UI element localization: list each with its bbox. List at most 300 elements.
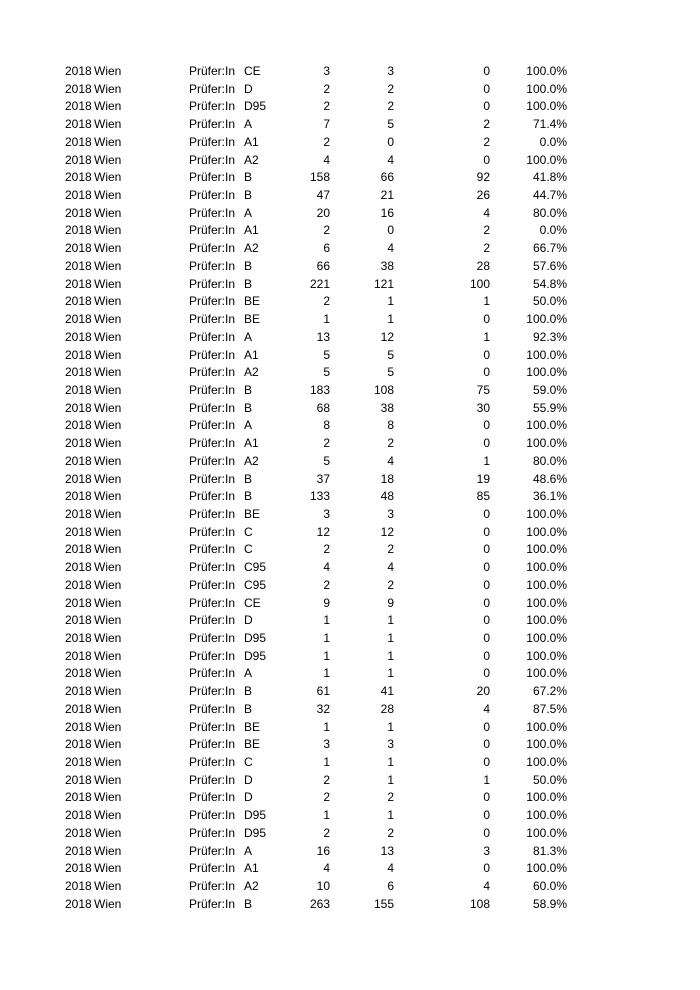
passed-count-cell: 1 (387, 719, 394, 734)
passed-count-cell: 12 (380, 524, 394, 539)
city-cell: Wien (94, 453, 122, 468)
year-cell: 2018 (65, 134, 92, 149)
license-class-cell: B (244, 896, 253, 911)
failed-count-cell: 0 (483, 560, 490, 575)
total-count-cell: 5 (323, 453, 330, 468)
total-count-cell: 13 (316, 329, 330, 344)
city-cell: Wien (94, 577, 122, 592)
table-row (0, 630, 700, 648)
license-class-cell: BE (244, 506, 261, 521)
year-cell: 2018 (65, 329, 92, 344)
city-cell: Wien (94, 276, 122, 291)
city-cell: Wien (94, 170, 122, 185)
total-count-cell: 10 (316, 879, 330, 894)
pass-rate-cell: 100.0% (526, 861, 567, 876)
table-row (0, 276, 700, 294)
city-cell: Wien (94, 719, 122, 734)
city-cell: Wien (94, 879, 122, 894)
year-cell: 2018 (65, 205, 92, 220)
city-cell: Wien (94, 223, 122, 238)
examiner-role-cell: Prüfer:In (189, 81, 236, 96)
pass-rate-cell: 100.0% (526, 64, 567, 78)
pass-rate-cell: 100.0% (526, 99, 567, 114)
passed-count-cell: 41 (380, 684, 394, 699)
table-row (0, 152, 700, 170)
license-class-cell: A1 (244, 347, 259, 362)
year-cell: 2018 (65, 99, 92, 114)
total-count-cell: 1 (323, 755, 330, 770)
total-count-cell: 1 (323, 719, 330, 734)
passed-count-cell: 5 (387, 117, 394, 132)
pass-rate-cell: 100.0% (526, 631, 567, 645)
total-count-cell: 66 (316, 258, 330, 273)
failed-count-cell: 0 (483, 81, 490, 96)
city-cell: Wien (94, 489, 122, 504)
year-cell: 2018 (65, 790, 92, 805)
license-class-cell: A1 (244, 861, 259, 876)
failed-count-cell: 108 (469, 896, 490, 911)
passed-count-cell: 1 (387, 772, 394, 787)
pass-rate-cell: 100.0% (526, 542, 567, 557)
year-cell: 2018 (65, 188, 92, 203)
passed-count-cell: 2 (387, 790, 394, 805)
license-class-cell: D95 (244, 648, 267, 663)
year-cell: 2018 (65, 170, 92, 185)
failed-count-cell: 0 (483, 365, 490, 380)
examiner-role-cell: Prüfer:In (189, 595, 236, 610)
failed-count-cell: 0 (483, 808, 490, 823)
pass-rate-cell: 87.5% (532, 701, 567, 716)
passed-count-cell: 21 (380, 188, 394, 203)
table-row (0, 506, 700, 524)
failed-count-cell: 0 (483, 825, 490, 840)
year-cell: 2018 (65, 648, 92, 663)
license-class-cell: A (244, 205, 253, 220)
examiner-role-cell: Prüfer:In (189, 329, 236, 344)
license-class-cell: A (244, 117, 253, 132)
pass-rate-cell: 0.0% (539, 223, 567, 238)
license-class-cell: A2 (244, 241, 259, 256)
failed-count-cell: 3 (483, 843, 490, 858)
year-cell: 2018 (65, 719, 92, 734)
failed-count-cell: 0 (483, 506, 490, 521)
table-row (0, 293, 700, 311)
passed-count-cell: 155 (373, 896, 394, 911)
passed-count-cell: 16 (380, 205, 394, 220)
city-cell: Wien (94, 382, 122, 397)
examiner-role-cell: Prüfer:In (189, 896, 236, 911)
pass-rate-cell: 57.6% (532, 258, 567, 273)
table-row (0, 453, 700, 471)
passed-count-cell: 48 (380, 489, 394, 504)
license-class-cell: A1 (244, 134, 259, 149)
pass-rate-cell: 100.0% (526, 365, 567, 380)
pass-rate-cell: 0.0% (539, 134, 567, 149)
table-row (0, 347, 700, 365)
license-class-cell: BE (244, 737, 261, 752)
examiner-role-cell: Prüfer:In (189, 808, 236, 823)
year-cell: 2018 (65, 808, 92, 823)
city-cell: Wien (94, 294, 122, 309)
failed-count-cell: 0 (483, 755, 490, 770)
pass-rate-cell: 55.9% (532, 400, 567, 415)
passed-count-cell: 8 (387, 418, 394, 433)
year-cell: 2018 (65, 312, 92, 327)
examiner-role-cell: Prüfer:In (189, 453, 236, 468)
table-row (0, 772, 700, 790)
city-cell: Wien (94, 701, 122, 716)
examiner-role-cell: Prüfer:In (189, 64, 236, 78)
license-class-cell: A (244, 418, 253, 433)
city-cell: Wien (94, 684, 122, 699)
license-class-cell: B (244, 684, 253, 699)
license-class-cell: C (244, 542, 253, 557)
table-row (0, 825, 700, 843)
pass-rate-cell: 100.0% (526, 152, 567, 167)
examiner-role-cell: Prüfer:In (189, 170, 236, 185)
failed-count-cell: 20 (476, 684, 490, 699)
passed-count-cell: 1 (387, 312, 394, 327)
table-row (0, 382, 700, 400)
license-class-cell: D (244, 772, 253, 787)
table-row (0, 169, 700, 187)
license-class-cell: B (244, 258, 253, 273)
failed-count-cell: 2 (483, 241, 490, 256)
pass-rate-cell: 81.3% (532, 843, 567, 858)
failed-count-cell: 4 (483, 879, 490, 894)
pass-rate-cell: 100.0% (526, 825, 567, 840)
license-class-cell: BE (244, 719, 261, 734)
table-row (0, 134, 700, 152)
examiner-role-cell: Prüfer:In (189, 843, 236, 858)
city-cell: Wien (94, 772, 122, 787)
failed-count-cell: 0 (483, 577, 490, 592)
failed-count-cell: 0 (483, 542, 490, 557)
year-cell: 2018 (65, 506, 92, 521)
license-class-cell: C (244, 524, 253, 539)
pass-rate-cell: 100.0% (526, 436, 567, 451)
failed-count-cell: 19 (476, 471, 490, 486)
total-count-cell: 2 (323, 223, 330, 238)
failed-count-cell: 2 (483, 134, 490, 149)
year-cell: 2018 (65, 825, 92, 840)
table-row (0, 719, 700, 737)
passed-count-cell: 3 (387, 64, 394, 78)
examiner-role-cell: Prüfer:In (189, 648, 236, 663)
pass-rate-cell: 54.8% (532, 276, 567, 291)
failed-count-cell: 0 (483, 719, 490, 734)
pass-rate-cell: 100.0% (526, 312, 567, 327)
table-row (0, 736, 700, 754)
total-count-cell: 158 (309, 170, 330, 185)
examiner-role-cell: Prüfer:In (189, 524, 236, 539)
examiner-role-cell: Prüfer:In (189, 489, 236, 504)
city-cell: Wien (94, 790, 122, 805)
city-cell: Wien (94, 755, 122, 770)
license-class-cell: B (244, 701, 253, 716)
city-cell: Wien (94, 205, 122, 220)
examiner-role-cell: Prüfer:In (189, 294, 236, 309)
pass-rate-cell: 36.1% (532, 489, 567, 504)
license-class-cell: A (244, 666, 253, 681)
examiner-role-cell: Prüfer:In (189, 790, 236, 805)
license-class-cell: A1 (244, 436, 259, 451)
year-cell: 2018 (65, 436, 92, 451)
total-count-cell: 9 (323, 595, 330, 610)
total-count-cell: 3 (323, 737, 330, 752)
examiner-role-cell: Prüfer:In (189, 188, 236, 203)
pass-rate-cell: 71.4% (532, 117, 567, 132)
license-class-cell: A2 (244, 152, 259, 167)
year-cell: 2018 (65, 560, 92, 575)
passed-count-cell: 18 (380, 471, 394, 486)
city-cell: Wien (94, 861, 122, 876)
city-cell: Wien (94, 312, 122, 327)
license-class-cell: B (244, 276, 253, 291)
passed-count-cell: 12 (380, 329, 394, 344)
year-cell: 2018 (65, 772, 92, 787)
total-count-cell: 1 (323, 312, 330, 327)
table-row (0, 559, 700, 577)
examiner-role-cell: Prüfer:In (189, 436, 236, 451)
pass-rate-cell: 100.0% (526, 613, 567, 628)
pass-rate-cell: 100.0% (526, 666, 567, 681)
total-count-cell: 2 (323, 81, 330, 96)
examiner-role-cell: Prüfer:In (189, 755, 236, 770)
license-class-cell: A (244, 843, 253, 858)
failed-count-cell: 100 (469, 276, 490, 291)
city-cell: Wien (94, 329, 122, 344)
city-cell: Wien (94, 666, 122, 681)
year-cell: 2018 (65, 879, 92, 894)
year-cell: 2018 (65, 453, 92, 468)
city-cell: Wien (94, 631, 122, 645)
table-row (0, 364, 700, 382)
failed-count-cell: 4 (483, 701, 490, 716)
city-cell: Wien (94, 400, 122, 415)
passed-count-cell: 2 (387, 542, 394, 557)
total-count-cell: 2 (323, 772, 330, 787)
year-cell: 2018 (65, 258, 92, 273)
year-cell: 2018 (65, 631, 92, 645)
year-cell: 2018 (65, 577, 92, 592)
license-class-cell: A1 (244, 223, 259, 238)
city-cell: Wien (94, 471, 122, 486)
examiner-role-cell: Prüfer:In (189, 879, 236, 894)
total-count-cell: 2 (323, 542, 330, 557)
table-row (0, 222, 700, 240)
failed-count-cell: 0 (483, 312, 490, 327)
failed-count-cell: 75 (476, 382, 490, 397)
year-cell: 2018 (65, 701, 92, 716)
year-cell: 2018 (65, 382, 92, 397)
year-cell: 2018 (65, 843, 92, 858)
table-row (0, 435, 700, 453)
city-cell: Wien (94, 134, 122, 149)
license-class-cell: A (244, 329, 253, 344)
failed-count-cell: 0 (483, 631, 490, 645)
license-class-cell: BE (244, 294, 261, 309)
total-count-cell: 263 (309, 896, 330, 911)
year-cell: 2018 (65, 595, 92, 610)
examiner-role-cell: Prüfer:In (189, 134, 236, 149)
table-row (0, 258, 700, 276)
year-cell: 2018 (65, 489, 92, 504)
city-cell: Wien (94, 241, 122, 256)
pass-rate-cell: 50.0% (532, 294, 567, 309)
total-count-cell: 1 (323, 613, 330, 628)
pass-rate-cell: 100.0% (526, 81, 567, 96)
total-count-cell: 133 (309, 489, 330, 504)
pass-rate-cell: 92.3% (532, 329, 567, 344)
license-class-cell: A2 (244, 453, 259, 468)
year-cell: 2018 (65, 276, 92, 291)
table-row (0, 754, 700, 772)
pass-rate-cell: 59.0% (532, 382, 567, 397)
table-row (0, 843, 700, 861)
table-row (0, 648, 700, 666)
failed-count-cell: 0 (483, 152, 490, 167)
passed-count-cell: 2 (387, 825, 394, 840)
pass-rate-cell: 100.0% (526, 737, 567, 752)
license-class-cell: D95 (244, 631, 267, 645)
year-cell: 2018 (65, 666, 92, 681)
passed-count-cell: 66 (380, 170, 394, 185)
table-row (0, 240, 700, 258)
passed-count-cell: 4 (387, 152, 394, 167)
examiner-role-cell: Prüfer:In (189, 737, 236, 752)
examiner-role-cell: Prüfer:In (189, 560, 236, 575)
year-cell: 2018 (65, 365, 92, 380)
passed-count-cell: 3 (387, 506, 394, 521)
passed-count-cell: 1 (387, 294, 394, 309)
table-row (0, 683, 700, 701)
city-cell: Wien (94, 81, 122, 96)
failed-count-cell: 0 (483, 648, 490, 663)
table-row (0, 81, 700, 99)
total-count-cell: 16 (316, 843, 330, 858)
license-class-cell: CE (244, 595, 261, 610)
table-row (0, 116, 700, 134)
examiner-role-cell: Prüfer:In (189, 666, 236, 681)
examiner-role-cell: Prüfer:In (189, 365, 236, 380)
failed-count-cell: 0 (483, 436, 490, 451)
license-class-cell: D95 (244, 99, 267, 114)
total-count-cell: 1 (323, 808, 330, 823)
license-class-cell: B (244, 382, 253, 397)
examiner-role-cell: Prüfer:In (189, 613, 236, 628)
passed-count-cell: 121 (373, 276, 394, 291)
total-count-cell: 4 (323, 152, 330, 167)
examiner-role-cell: Prüfer:In (189, 312, 236, 327)
passed-count-cell: 0 (387, 134, 394, 149)
year-cell: 2018 (65, 117, 92, 132)
license-class-cell: A2 (244, 365, 259, 380)
examiner-role-cell: Prüfer:In (189, 418, 236, 433)
pass-rate-cell: 50.0% (532, 772, 567, 787)
examiner-role-cell: Prüfer:In (189, 99, 236, 114)
spreadsheet-table (0, 63, 700, 914)
city-cell: Wien (94, 560, 122, 575)
pass-rate-cell: 66.7% (532, 241, 567, 256)
pass-rate-cell: 100.0% (526, 648, 567, 663)
examiner-role-cell: Prüfer:In (189, 241, 236, 256)
total-count-cell: 4 (323, 861, 330, 876)
table-row (0, 205, 700, 223)
table-row (0, 577, 700, 595)
year-cell: 2018 (65, 613, 92, 628)
failed-count-cell: 0 (483, 613, 490, 628)
total-count-cell: 4 (323, 560, 330, 575)
total-count-cell: 3 (323, 506, 330, 521)
failed-count-cell: 1 (483, 329, 490, 344)
examiner-role-cell: Prüfer:In (189, 772, 236, 787)
city-cell: Wien (94, 896, 122, 911)
examiner-role-cell: Prüfer:In (189, 152, 236, 167)
table-row (0, 860, 700, 878)
examiner-role-cell: Prüfer:In (189, 471, 236, 486)
table-row (0, 612, 700, 630)
passed-count-cell: 2 (387, 436, 394, 451)
city-cell: Wien (94, 347, 122, 362)
passed-count-cell: 1 (387, 666, 394, 681)
total-count-cell: 5 (323, 365, 330, 380)
passed-count-cell: 4 (387, 453, 394, 468)
table-row (0, 896, 700, 914)
failed-count-cell: 1 (483, 453, 490, 468)
year-cell: 2018 (65, 347, 92, 362)
table-row (0, 524, 700, 542)
examiner-role-cell: Prüfer:In (189, 542, 236, 557)
city-cell: Wien (94, 436, 122, 451)
city-cell: Wien (94, 808, 122, 823)
table-row (0, 878, 700, 896)
total-count-cell: 47 (316, 188, 330, 203)
pass-rate-cell: 100.0% (526, 506, 567, 521)
examiner-role-cell: Prüfer:In (189, 223, 236, 238)
examiner-role-cell: Prüfer:In (189, 631, 236, 645)
city-cell: Wien (94, 595, 122, 610)
failed-count-cell: 0 (483, 737, 490, 752)
total-count-cell: 2 (323, 436, 330, 451)
total-count-cell: 2 (323, 99, 330, 114)
examiner-role-cell: Prüfer:In (189, 347, 236, 362)
table-row (0, 541, 700, 559)
examiner-role-cell: Prüfer:In (189, 861, 236, 876)
failed-count-cell: 0 (483, 666, 490, 681)
failed-count-cell: 28 (476, 258, 490, 273)
failed-count-cell: 26 (476, 188, 490, 203)
table-row (0, 417, 700, 435)
license-class-cell: B (244, 170, 253, 185)
year-cell: 2018 (65, 471, 92, 486)
passed-count-cell: 4 (387, 861, 394, 876)
table-row (0, 187, 700, 205)
passed-count-cell: 5 (387, 347, 394, 362)
pass-rate-cell: 100.0% (526, 719, 567, 734)
passed-count-cell: 2 (387, 99, 394, 114)
year-cell: 2018 (65, 524, 92, 539)
total-count-cell: 6 (323, 241, 330, 256)
passed-count-cell: 0 (387, 223, 394, 238)
year-cell: 2018 (65, 81, 92, 96)
license-class-cell: C95 (244, 560, 267, 575)
passed-count-cell: 1 (387, 631, 394, 645)
table-row (0, 311, 700, 329)
city-cell: Wien (94, 737, 122, 752)
passed-count-cell: 1 (387, 808, 394, 823)
license-class-cell: A2 (244, 879, 259, 894)
